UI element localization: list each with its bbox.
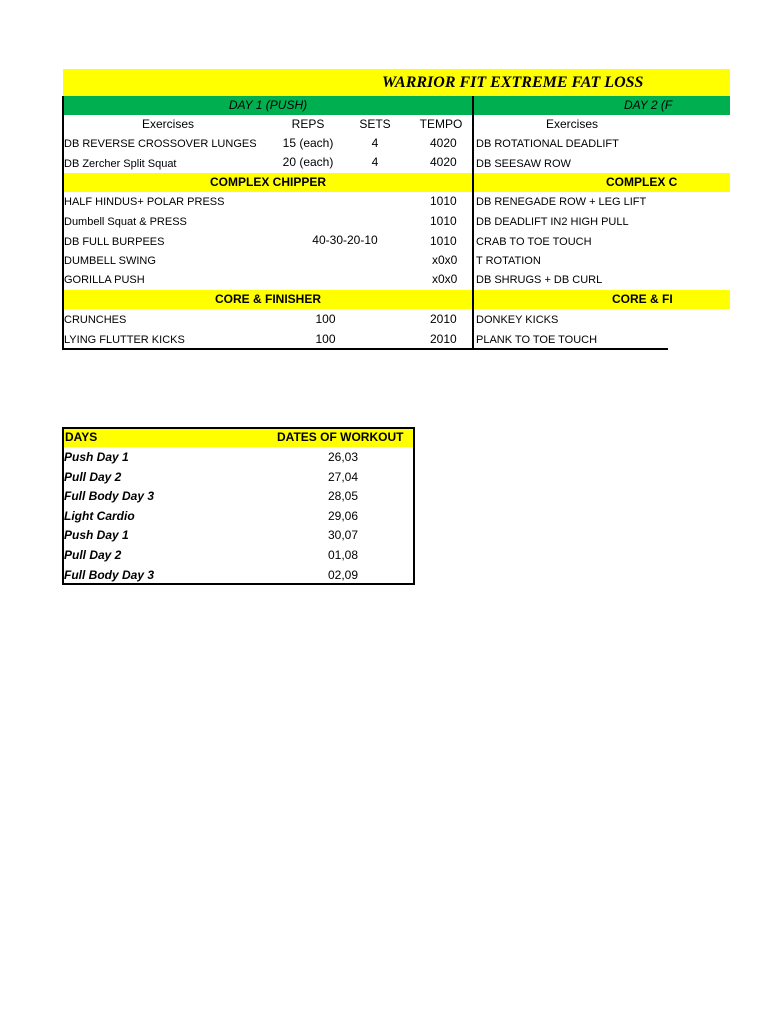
- complex-tempo: 1010: [430, 214, 457, 228]
- complex-tempo: x0x0: [432, 253, 458, 267]
- core-exercise: LYING FLUTTER KICKS: [64, 334, 185, 346]
- day1-header: DAY 1 (PUSH): [228, 98, 308, 112]
- tempo-value: 4020: [430, 155, 457, 169]
- col-sets: SETS: [359, 117, 391, 131]
- schedule-header-dates: DATES OF WORKOUT: [277, 430, 404, 444]
- day2-complex-exercise: CRAB TO TOE TOUCH: [476, 236, 592, 248]
- schedule-date: 26,03: [328, 450, 359, 464]
- tempo-value: 4020: [430, 136, 457, 150]
- day2-complex-exercise: DB RENEGADE ROW + LEG LIFT: [476, 196, 647, 208]
- schedule-day: Full Body Day 3: [64, 489, 155, 503]
- day2-core-header: CORE & FI: [612, 292, 673, 306]
- core-exercise: CRUNCHES: [64, 314, 127, 326]
- schedule-date: 27,04: [328, 470, 359, 484]
- complex-exercise: HALF HINDUS+ POLAR PRESS: [64, 196, 225, 208]
- col-exercises: Exercises: [141, 117, 194, 131]
- exercise-name: DB REVERSE CROSSOVER LUNGES: [64, 138, 257, 150]
- day2-core-exercise: DONKEY KICKS: [476, 314, 559, 326]
- sheet-left-border: [62, 96, 64, 349]
- col-reps: REPS: [291, 117, 325, 131]
- day2-col-exercises: Exercises: [545, 117, 598, 131]
- schedule-border: [62, 427, 415, 585]
- core-tempo: 2010: [430, 312, 457, 326]
- sheet-title: WARRIOR FIT EXTREME FAT LOSS: [382, 74, 644, 91]
- day2-complex-header: COMPLEX C: [606, 175, 678, 189]
- day1-core-header: CORE & FINISHER: [214, 292, 321, 306]
- schedule-date: 29,06: [328, 509, 359, 523]
- schedule-header-days: DAYS: [65, 430, 98, 444]
- day2-core-exercise: PLANK TO TOE TOUCH: [476, 334, 598, 346]
- complex-tempo: 1010: [430, 194, 457, 208]
- sheet-bottom-border: [62, 348, 668, 350]
- core-reps: 100: [315, 312, 336, 326]
- day2-complex-exercise: T ROTATION: [476, 255, 541, 267]
- schedule-day: Pull Day 2: [64, 470, 122, 484]
- day2-exercise: DB SEESAW ROW: [476, 158, 571, 170]
- schedule-day: Pull Day 2: [64, 548, 122, 562]
- col-tempo: TEMPO: [419, 117, 463, 131]
- schedule-date: 28,05: [328, 489, 359, 503]
- exercise-name: DB Zercher Split Squat: [64, 158, 177, 170]
- day2-exercise: DB ROTATIONAL DEADLIFT: [476, 138, 619, 150]
- day2-complex-exercise: DB DEADLIFT IN2 HIGH PULL: [476, 216, 629, 228]
- day2-complex-exercise: DB SHRUGS + DB CURL: [476, 274, 603, 286]
- schedule-date: 30,07: [328, 528, 359, 542]
- reps-value: 15 (each): [282, 136, 334, 150]
- complex-exercise: GORILLA PUSH: [64, 274, 145, 286]
- sets-value: 4: [371, 155, 379, 169]
- core-tempo: 2010: [430, 332, 457, 346]
- schedule-date: 02,09: [328, 568, 359, 582]
- schedule-day: Push Day 1: [64, 528, 129, 542]
- complex-reps: 40-30-20-10: [312, 233, 378, 247]
- day1-complex-header: COMPLEX CHIPPER: [209, 175, 326, 189]
- sets-value: 4: [371, 136, 379, 150]
- core-reps: 100: [315, 332, 336, 346]
- schedule-day: Push Day 1: [64, 450, 129, 464]
- complex-tempo: 1010: [430, 234, 457, 248]
- complex-exercise: DUMBELL SWING: [64, 255, 156, 267]
- schedule-date: 01,08: [328, 548, 359, 562]
- complex-exercise: Dumbell Squat & PRESS: [64, 216, 187, 228]
- schedule-day: Light Cardio: [64, 509, 135, 523]
- complex-tempo: x0x0: [432, 272, 458, 286]
- complex-exercise: DB FULL BURPEES: [64, 236, 165, 248]
- day-divider: [472, 96, 474, 349]
- reps-value: 20 (each): [282, 155, 334, 169]
- schedule-day: Full Body Day 3: [64, 568, 155, 582]
- day2-header: DAY 2 (F: [624, 98, 673, 112]
